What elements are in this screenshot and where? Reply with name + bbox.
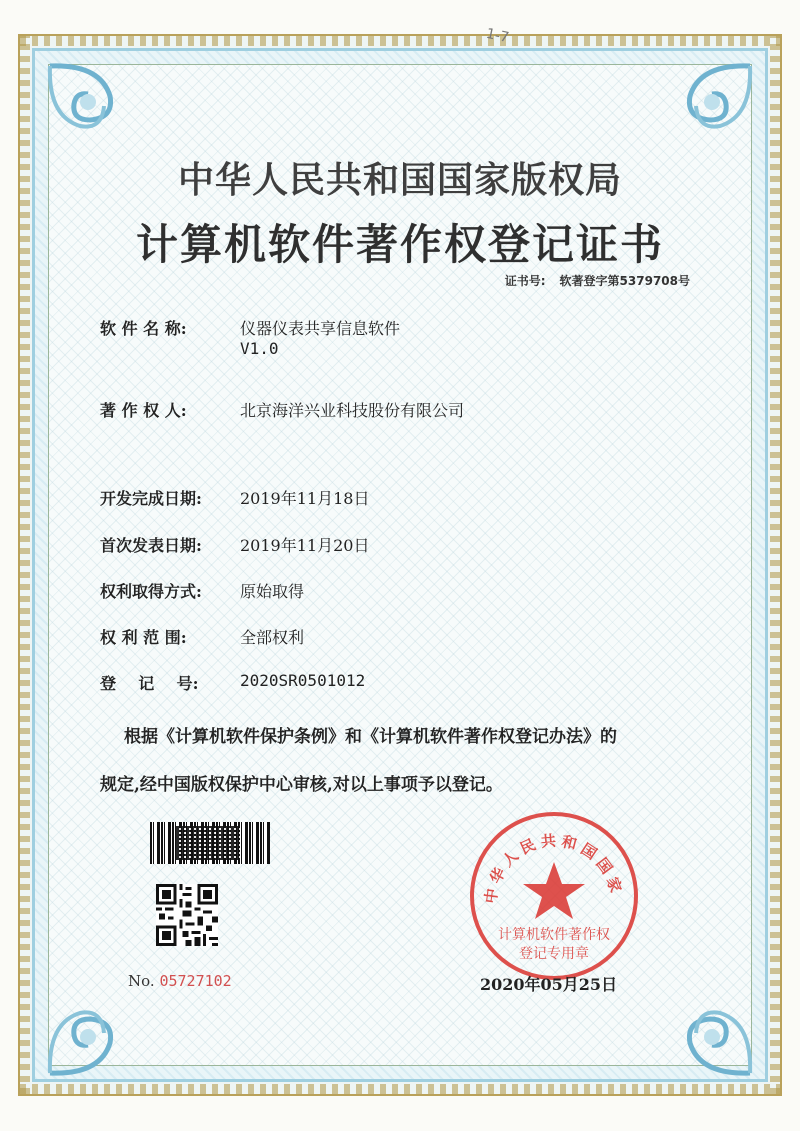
barcode-pattern — [176, 826, 240, 860]
qr-code-icon — [156, 884, 218, 946]
official-seal — [466, 808, 642, 984]
field-software-name — [100, 316, 400, 358]
issue-date: 2020年05月25日 — [480, 975, 618, 994]
field-value: 2020SR0501012 — [240, 671, 366, 690]
field-acquire — [100, 579, 304, 602]
certificate-title: 计算机软件著作权登记证书 — [135, 220, 664, 269]
serial-number — [128, 972, 232, 990]
field-label: 著 作 权 人: — [100, 401, 187, 420]
handwritten-note: 1-7 — [484, 25, 511, 47]
field-value — [240, 316, 400, 358]
field-value: 2019年11月20日 — [240, 536, 370, 555]
seal-star-icon — [523, 862, 585, 919]
statement-line-2: 规定,经中国版权保护中心审核,对以上事项予以登记。 — [100, 775, 503, 795]
seal-ring-text: 中华人民共和国国家 — [481, 831, 625, 905]
field-owner — [100, 398, 464, 421]
field-scope — [100, 625, 304, 648]
field-value: 原始取得 — [240, 582, 305, 601]
field-label: 权利取得方式: — [100, 582, 202, 601]
software-version: V1.0 — [240, 339, 279, 358]
seal-line-2: 登记专用章 — [519, 946, 589, 962]
field-registration-number — [100, 671, 365, 694]
field-value: 北京海洋兴业科技股份有限公司 — [240, 401, 465, 420]
issuing-authority: 中华人民共和国国家版权局 — [177, 159, 622, 201]
certificate-number — [505, 272, 690, 289]
field-label: 登 记 号: — [100, 674, 199, 693]
field-label: 首次发表日期: — [100, 536, 202, 555]
corner-ornament-icon — [640, 963, 760, 1083]
field-label: 软 件 名 称: — [100, 319, 187, 338]
field-value: 2019年11月18日 — [240, 489, 370, 508]
field-label: 权 利 范 围: — [100, 628, 187, 647]
serial-prefix: No. — [128, 972, 155, 990]
certificate-number-label: 证书号: — [504, 274, 546, 288]
serial-value: 05727102 — [159, 972, 232, 990]
field-value: 全部权利 — [240, 628, 305, 647]
certificate-number-value: 软著登字第5379708号 — [559, 274, 690, 288]
field-pub-date — [100, 533, 369, 556]
seal-line-1: 计算机软件著作权 — [498, 927, 610, 943]
field-label: 开发完成日期: — [100, 489, 202, 508]
statement-line-1: 根据《计算机软件保护条例》和《计算机软件著作权登记办法》的 — [124, 727, 617, 747]
software-name: 仪器仪表共享信息软件 — [240, 319, 401, 338]
field-dev-date — [100, 486, 369, 509]
